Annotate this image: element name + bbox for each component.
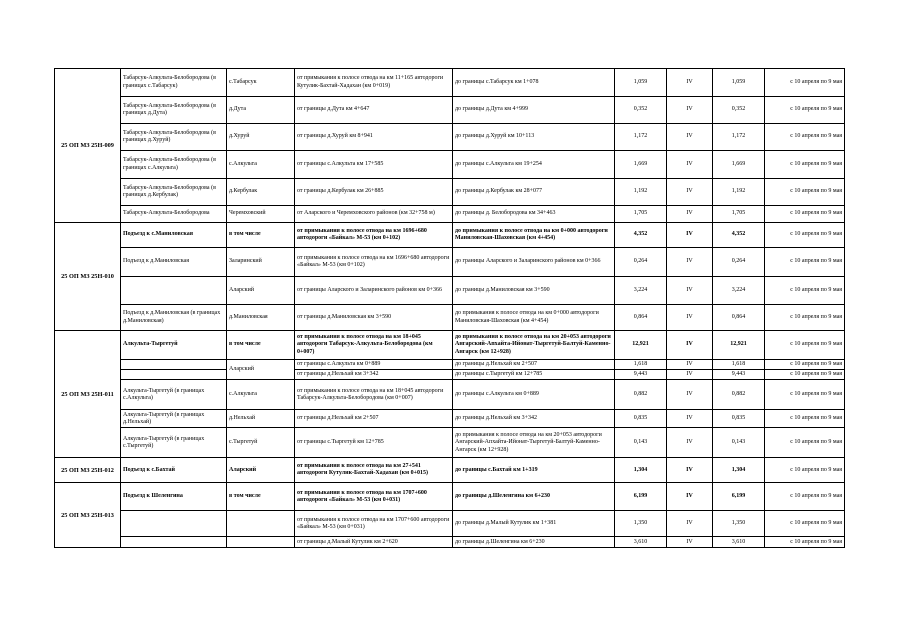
road-category: IV bbox=[667, 331, 713, 360]
table-row bbox=[55, 537, 845, 548]
segment-length: 0,835 bbox=[615, 410, 667, 428]
road-name: Табарсук-Алкульта-Белобородова (в границах д.Дута) bbox=[121, 97, 227, 124]
table-row bbox=[55, 223, 845, 248]
segment-start: от границы д.Дута км 4+647 bbox=[295, 97, 453, 124]
segment-length-total: 1,618 bbox=[713, 360, 765, 370]
segment-end: до границы д.Шеленгина км 6+230 bbox=[453, 537, 615, 548]
road-code: 25 ОП МЗ 25Н-013 bbox=[55, 483, 121, 548]
road-code: 25 ОП МЗ 25Н-009 bbox=[55, 69, 121, 223]
segment-start: от границы Аларского и Заларинского районов км 0+366 bbox=[295, 277, 453, 305]
road-code: 25 ОП МЗ 25Н-012 bbox=[55, 458, 121, 483]
table-row bbox=[55, 97, 845, 124]
road-category: IV bbox=[667, 428, 713, 458]
road-name: Подъезд к д.Маниловская (в границах д.Маниловская) bbox=[121, 305, 227, 331]
district-name: д.Нельхай bbox=[227, 410, 295, 428]
segment-length: 3,224 bbox=[615, 277, 667, 305]
segment-start: от примыкания к полосе отвода на км 11+165 автодороги Кутулик-Бахтай-Хадахан (км 0+019) bbox=[295, 69, 453, 97]
table-row bbox=[55, 458, 845, 483]
road-category: IV bbox=[667, 124, 713, 151]
segment-end: до границы с.Тыргетуй км 12+785 bbox=[453, 370, 615, 380]
segment-end: до границы с.Бахтай км 1+319 bbox=[453, 458, 615, 483]
road-category: IV bbox=[667, 483, 713, 511]
segment-end: до границы с.Алкульта км 0+889 bbox=[453, 380, 615, 410]
road-category: IV bbox=[667, 206, 713, 223]
road-category: IV bbox=[667, 223, 713, 248]
segment-start: от границы д.Маниловская км 3+590 bbox=[295, 305, 453, 331]
segment-start: от Аларского и Черемховского районов (км 32+758 м) bbox=[295, 206, 453, 223]
road-name: Алкульта-Тыргетуй (в границах с.Алкульта) bbox=[121, 380, 227, 410]
road-name bbox=[121, 511, 227, 537]
district-name: Черемховский bbox=[227, 206, 295, 223]
segment-end: до границы д.Шеленгина км 6+230 bbox=[453, 483, 615, 511]
road-category: IV bbox=[667, 537, 713, 548]
road-name: Табарсук-Алкульта-Белобородова bbox=[121, 206, 227, 223]
table-row bbox=[55, 248, 845, 277]
road-category: IV bbox=[667, 511, 713, 537]
segment-end: до примыкания к полосе отвода на км 0+000 автодороги Маниловская-Шаховская (км 4+454) bbox=[453, 305, 615, 331]
segment-length: 0,882 bbox=[615, 380, 667, 410]
segment-length: 1,669 bbox=[615, 151, 667, 179]
segment-length-total: 0,264 bbox=[713, 248, 765, 277]
segment-end: до границы д.Нельхай км 2+507 bbox=[453, 360, 615, 370]
restriction-period: с 10 апреля по 9 мая bbox=[765, 206, 845, 223]
table-row bbox=[55, 380, 845, 410]
segment-length: 1,350 bbox=[615, 511, 667, 537]
segment-start: от границы д.Малый Кутулик км 2+620 bbox=[295, 537, 453, 548]
table-row bbox=[55, 410, 845, 428]
road-name: Алкульта-Тыргетуй (в границах с.Тыргетуй) bbox=[121, 428, 227, 458]
table-row bbox=[55, 331, 845, 360]
road-code: 25 ОП МЗ 25Н-011 bbox=[55, 331, 121, 458]
restriction-period: с 10 апреля по 9 мая bbox=[765, 124, 845, 151]
district-name: в том числе bbox=[227, 483, 295, 511]
road-category: IV bbox=[667, 277, 713, 305]
table-row bbox=[55, 179, 845, 206]
road-name: Табарсук-Алкульта-Белобородова (в границах с.Алкульта) bbox=[121, 151, 227, 179]
road-name bbox=[121, 277, 227, 305]
segment-length: 1,618 bbox=[615, 360, 667, 370]
segment-end: до границы д. Белобородова км 34+463 bbox=[453, 206, 615, 223]
road-name bbox=[121, 360, 227, 370]
road-category: IV bbox=[667, 97, 713, 124]
restriction-period: с 10 апреля по 9 мая bbox=[765, 248, 845, 277]
road-category: IV bbox=[667, 179, 713, 206]
restriction-period: с 10 апреля по 9 мая bbox=[765, 331, 845, 360]
segment-length-total: 1,705 bbox=[713, 206, 765, 223]
road-name: Табарсук-Алкульта-Белобородова (в границах д.Кербулак) bbox=[121, 179, 227, 206]
restriction-period: с 10 апреля по 9 мая bbox=[765, 305, 845, 331]
segment-length-total: 1,059 bbox=[713, 69, 765, 97]
segment-length-total: 3,224 bbox=[713, 277, 765, 305]
district-name: с.Алкульта bbox=[227, 151, 295, 179]
table-row bbox=[55, 305, 845, 331]
road-name: Табарсук-Алкульта-Белобородова (в границах д.Хуруй) bbox=[121, 124, 227, 151]
road-name: Алкульта-Тыргетуй bbox=[121, 331, 227, 360]
table-row bbox=[55, 277, 845, 305]
segment-start: от примыкания к полосе отвода на км 18+045 автодороги Табарсук-Алкульта-Белобородова (км 0+007) bbox=[295, 331, 453, 360]
table-row bbox=[55, 428, 845, 458]
segment-start: от примыкания к полосе отвода на км 1707+600 автодороги «Байкал» М-53 (км 0+031) bbox=[295, 511, 453, 537]
district-name: д.Дута bbox=[227, 97, 295, 124]
segment-end: до границы с.Алкульта км 19+254 bbox=[453, 151, 615, 179]
segment-start: от границы с.Алкульта км 0+889 bbox=[295, 360, 453, 370]
segment-length: 4,352 bbox=[615, 223, 667, 248]
road-category: IV bbox=[667, 151, 713, 179]
segment-start: от границы д.Кербулак км 26+885 bbox=[295, 179, 453, 206]
segment-end: до примыкания к полосе отвода на км 20+053 автодороги Ангарский-Апхайта-Ийонат-Тыргетуй-Балтуй-Каменно-Ангарск (км 12+928) bbox=[453, 331, 615, 360]
road-category: IV bbox=[667, 370, 713, 380]
restriction-period: с 10 апреля по 9 мая bbox=[765, 380, 845, 410]
restriction-period: с 10 апреля по 9 мая bbox=[765, 151, 845, 179]
road-name: Подъезд к Шеленгина bbox=[121, 483, 227, 511]
road-category: IV bbox=[667, 458, 713, 483]
restriction-period: с 10 апреля по 9 мая bbox=[765, 458, 845, 483]
segment-length-total: 1,192 bbox=[713, 179, 765, 206]
restriction-period: с 10 апреля по 9 мая bbox=[765, 179, 845, 206]
road-name: Подъезд к д.Маниловская bbox=[121, 248, 227, 277]
district-name: д.Хуруй bbox=[227, 124, 295, 151]
district-name: Заларинский bbox=[227, 248, 295, 277]
road-category: IV bbox=[667, 305, 713, 331]
segment-end: до границы д.Дута км 4+999 bbox=[453, 97, 615, 124]
district-name: в том числе bbox=[227, 331, 295, 360]
segment-length-total: 12,921 bbox=[713, 331, 765, 360]
segment-end: до границы д.Хуруй км 10+113 bbox=[453, 124, 615, 151]
table-row bbox=[55, 511, 845, 537]
restriction-period: с 10 апреля по 9 мая bbox=[765, 223, 845, 248]
segment-length-total: 0,864 bbox=[713, 305, 765, 331]
restriction-period: с 10 апреля по 9 мая bbox=[765, 483, 845, 511]
segment-end: до границы д.Маниловская км 3+590 bbox=[453, 277, 615, 305]
restriction-period: с 10 апреля по 9 мая bbox=[765, 97, 845, 124]
segment-length: 0,864 bbox=[615, 305, 667, 331]
segment-length: 0,264 bbox=[615, 248, 667, 277]
restriction-period: с 10 апреля по 9 мая bbox=[765, 277, 845, 305]
segment-start: от границы с.Алкульта км 17+585 bbox=[295, 151, 453, 179]
table-row bbox=[55, 151, 845, 179]
segment-end: до примыкания к полосе отвода на км 20+053 автодороги Ангарский-Апхайта-Ийонат-Тыргетуй-Балтуй-Каменно-Ангарск (км 12+928) bbox=[453, 428, 615, 458]
segment-length-total: 0,352 bbox=[713, 97, 765, 124]
segment-start: от границы д.Нельхай км 2+507 bbox=[295, 410, 453, 428]
segment-start: от границы с.Тыргетуй км 12+785 bbox=[295, 428, 453, 458]
segment-start: от границы д.Нельхай км 3+342 bbox=[295, 370, 453, 380]
table-row bbox=[55, 370, 845, 380]
segment-end: до границы с.Табарсук км 1+078 bbox=[453, 69, 615, 97]
district-name: с.Алкульта bbox=[227, 380, 295, 410]
segment-length-total: 1,172 bbox=[713, 124, 765, 151]
segment-start: от примыкания к полосе отвода на км 1696+680 автодороги «Байкал» М-53 (км 0+102) bbox=[295, 223, 453, 248]
segment-length-total: 9,443 bbox=[713, 370, 765, 380]
segment-start: от примыкания к полосе отвода на км 27+541 автодороги Кутулик-Бахтай-Хадахан (км 0+015) bbox=[295, 458, 453, 483]
segment-length: 0,143 bbox=[615, 428, 667, 458]
district-name bbox=[227, 537, 295, 548]
district-name: в том числе bbox=[227, 223, 295, 248]
segment-length-total: 0,835 bbox=[713, 410, 765, 428]
segment-length: 1,705 bbox=[615, 206, 667, 223]
segment-length-total: 1,669 bbox=[713, 151, 765, 179]
district-name: д.Маниловская bbox=[227, 305, 295, 331]
table-row bbox=[55, 360, 845, 370]
segment-end: до примыкания к полосе отвода на км 0+000 автодороги Маниловская-Шаховская (км 4+454) bbox=[453, 223, 615, 248]
segment-start: от примыкания к полосе отвода на км 1707+600 автодороги «Байкал» М-53 (км 0+031) bbox=[295, 483, 453, 511]
restriction-period: с 10 апреля по 9 мая bbox=[765, 537, 845, 548]
road-name: Табарсук-Алкульта-Белобородова (в границах с.Табарсук) bbox=[121, 69, 227, 97]
segment-length-total: 3,610 bbox=[713, 537, 765, 548]
district-name: Аларский bbox=[227, 277, 295, 305]
district-name: д.Кербулак bbox=[227, 179, 295, 206]
table-row bbox=[55, 206, 845, 223]
segment-end: до границы д.Кербулак км 28+077 bbox=[453, 179, 615, 206]
road-category: IV bbox=[667, 360, 713, 370]
segment-length: 6,199 bbox=[615, 483, 667, 511]
road-name: Подъезд к с.Маниловская bbox=[121, 223, 227, 248]
segment-length: 1,192 bbox=[615, 179, 667, 206]
restriction-period: с 10 апреля по 9 мая bbox=[765, 428, 845, 458]
segment-length-total: 1,304 bbox=[713, 458, 765, 483]
road-category: IV bbox=[667, 69, 713, 97]
restriction-period: с 10 апреля по 9 мая bbox=[765, 360, 845, 370]
table-row bbox=[55, 69, 845, 97]
roads-table-body bbox=[55, 69, 845, 548]
district-name bbox=[227, 511, 295, 537]
segment-length-total: 0,143 bbox=[713, 428, 765, 458]
segment-length-total: 6,199 bbox=[713, 483, 765, 511]
segment-end: до границы Аларского и Заларинского районов км 0+366 bbox=[453, 248, 615, 277]
road-name bbox=[121, 537, 227, 548]
table-row bbox=[55, 124, 845, 151]
road-category: IV bbox=[667, 410, 713, 428]
district-name: с.Табарсук bbox=[227, 69, 295, 97]
roads-table bbox=[54, 68, 845, 548]
segment-length-total: 0,882 bbox=[713, 380, 765, 410]
segment-length-total: 4,352 bbox=[713, 223, 765, 248]
road-category: IV bbox=[667, 380, 713, 410]
restriction-period: с 10 апреля по 9 мая bbox=[765, 410, 845, 428]
restriction-period: с 10 апреля по 9 мая bbox=[765, 370, 845, 380]
segment-length: 1,059 bbox=[615, 69, 667, 97]
road-name: Алкульта-Тыргетуй (в границах д.Нельхай) bbox=[121, 410, 227, 428]
segment-length: 9,443 bbox=[615, 370, 667, 380]
road-category: IV bbox=[667, 248, 713, 277]
segment-start: от примыкания к полосе отвода на км 18+045 автодороги Табарсук-Алкульта-Белобородова (км 0+007) bbox=[295, 380, 453, 410]
restriction-period: с 10 апреля по 9 мая bbox=[765, 69, 845, 97]
segment-length: 0,352 bbox=[615, 97, 667, 124]
table-row bbox=[55, 483, 845, 511]
segment-length: 1,304 bbox=[615, 458, 667, 483]
road-code: 25 ОП МЗ 25Н-010 bbox=[55, 223, 121, 331]
segment-length-total: 1,350 bbox=[713, 511, 765, 537]
segment-length: 3,610 bbox=[615, 537, 667, 548]
segment-end: до границы д.Малый Кутулик км 1+381 bbox=[453, 511, 615, 537]
segment-start: от границы д.Хуруй км 8+941 bbox=[295, 124, 453, 151]
segment-length: 1,172 bbox=[615, 124, 667, 151]
road-name: Подъезд к с.Бахтай bbox=[121, 458, 227, 483]
segment-length: 12,921 bbox=[615, 331, 667, 360]
district-name: с.Тыргетуй bbox=[227, 428, 295, 458]
district-name: Аларский bbox=[227, 458, 295, 483]
road-name bbox=[121, 370, 227, 380]
segment-end: до границы д.Нельхай км 3+342 bbox=[453, 410, 615, 428]
district-name: Аларский bbox=[227, 360, 295, 380]
segment-start: от примыкания к полосе отвода на км 1696+680 автодороги «Байкал» М-53 (км 0+102) bbox=[295, 248, 453, 277]
restriction-period: с 10 апреля по 9 мая bbox=[765, 511, 845, 537]
